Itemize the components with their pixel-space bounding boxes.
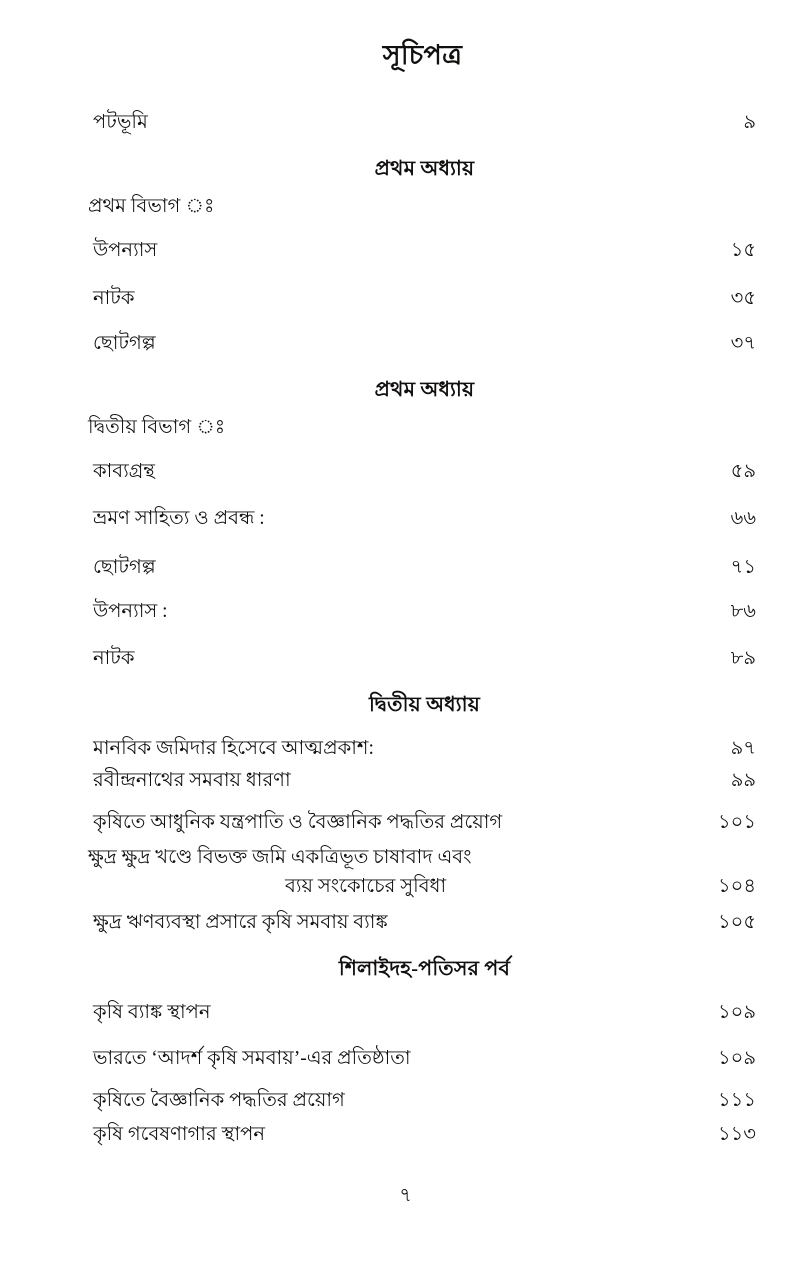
toc-entry[interactable] xyxy=(93,648,756,670)
toc-entry[interactable] xyxy=(93,1090,756,1112)
page-title-text: সূচিপত্র xyxy=(382,40,463,70)
toc-page-number: ৬৬ xyxy=(730,508,756,529)
section-heading xyxy=(0,379,801,402)
toc-entry-label-continued: ব্যয় সংকোচের সুবিধা xyxy=(285,876,447,898)
toc-entry-label: ক্ষুদ্র ঋণব্যবস্থা প্রসারে কৃষি সমবায় ব্যাঙ্ক xyxy=(93,912,388,933)
toc-entry[interactable] xyxy=(93,1048,756,1070)
toc-entry[interactable] xyxy=(93,1124,756,1146)
toc-entry[interactable] xyxy=(93,333,756,355)
toc-entry-label: কৃষি গবেষণাগার স্থাপন xyxy=(93,1124,265,1145)
toc-entry[interactable] xyxy=(93,738,756,760)
page-folio-text: ৭ xyxy=(399,1185,412,1206)
toc-entry[interactable] xyxy=(88,847,756,899)
toc-entry[interactable] xyxy=(93,1002,756,1024)
toc-page-number: ১১৩ xyxy=(718,1124,756,1145)
toc-entry-label: উপন্যাস xyxy=(93,240,158,261)
toc-entry[interactable] xyxy=(93,770,756,792)
toc-page-number: ৯৭ xyxy=(730,738,756,759)
section-heading-label: প্রথম অধ্যায় xyxy=(374,379,475,401)
section-heading xyxy=(0,958,801,981)
toc-entry-label: নাটক xyxy=(93,648,135,669)
toc-entry[interactable] xyxy=(93,601,756,623)
toc-entry-label: কাব্যগ্রন্থ xyxy=(93,461,155,482)
toc-subsection-label xyxy=(88,417,756,439)
toc-page-number: ৩৫ xyxy=(730,288,756,309)
toc-page-number: ১০১ xyxy=(718,812,756,833)
section-heading-label: প্রথম অধ্যায় xyxy=(374,158,475,180)
toc-entry[interactable] xyxy=(93,112,756,134)
section-heading xyxy=(0,694,801,717)
section-heading-label: দ্বিতীয় অধ্যায় xyxy=(368,694,481,716)
toc-page-number: ১১১ xyxy=(718,1090,756,1111)
toc-page-number: ৩৭ xyxy=(730,333,756,354)
section-heading xyxy=(0,158,801,181)
toc-page-number: ৮৬ xyxy=(730,601,756,622)
toc-entry-label: ভারতে ‘আদর্শ কৃষি সমবায়’-এর প্রতিষ্ঠাতা xyxy=(93,1048,411,1069)
toc-entry-label: কৃষি ব্যাঙ্ক স্থাপন xyxy=(93,1002,211,1023)
toc-entry-continuation xyxy=(88,876,756,898)
toc-entry-label: রবীন্দ্রনাথের সমবায় ধারণা xyxy=(93,770,291,791)
toc-entry[interactable] xyxy=(93,912,756,934)
toc-entry-label: নাটক xyxy=(93,288,135,309)
toc-entry-label: ভ্রমণ সাহিত্য ও প্রবন্ধ : xyxy=(93,508,265,529)
page-folio xyxy=(0,1186,801,1207)
toc-subsection-label-text: দ্বিতীয় বিভাগ ঃ xyxy=(88,417,226,438)
toc-entry-label: মানবিক জমিদার হিসেবে আত্মপ্রকাশ: xyxy=(93,738,374,759)
toc-entry-label: ক্ষুদ্র ক্ষুদ্র খণ্ডে বিভক্ত জমি একত্রিভূত চাষাবাদ এবং xyxy=(88,847,472,868)
toc-page-number: ৭১ xyxy=(730,557,756,578)
toc-page-number: ৮৯ xyxy=(730,648,756,669)
toc-entry-label: কৃষিতে আধুনিক যন্ত্রপাতি ও বৈজ্ঞানিক পদ্ধতির প্রয়োগ xyxy=(93,812,503,833)
toc-page-number: ১৫ xyxy=(730,240,756,261)
toc-subsection-label xyxy=(88,196,756,218)
toc-page-number: ৫৯ xyxy=(730,461,756,482)
toc-page-number: ১০৯ xyxy=(718,1002,756,1023)
toc-entry-label: পটভূমি xyxy=(93,112,148,133)
toc-page-number: ১০৫ xyxy=(718,912,756,933)
toc-entry[interactable] xyxy=(93,508,756,530)
toc-entry-label: কৃষিতে বৈজ্ঞানিক পদ্ধতির প্রয়োগ xyxy=(93,1090,345,1111)
toc-page-number: ৯ xyxy=(743,112,756,133)
toc-subsection-label-text: প্রথম বিভাগ ঃ xyxy=(88,196,215,217)
toc-entry-label: উপন্যাস : xyxy=(93,601,168,622)
toc-entry[interactable] xyxy=(93,812,756,834)
toc-page-number: ১০৯ xyxy=(718,1048,756,1069)
toc-entry-label: ছোটগল্প xyxy=(93,333,156,354)
toc-page-number: ১০৪ xyxy=(718,876,756,898)
page-title xyxy=(0,41,801,71)
toc-entry-label: ছোটগল্প xyxy=(93,557,156,578)
section-heading-label: শিলাইদহ-পতিসর পর্ব xyxy=(338,958,511,980)
toc-entry[interactable] xyxy=(93,461,756,483)
toc-page-number: ৯৯ xyxy=(730,770,756,791)
toc-entry[interactable] xyxy=(93,288,756,310)
toc-entry[interactable] xyxy=(93,557,756,579)
toc-entry[interactable] xyxy=(93,240,756,262)
